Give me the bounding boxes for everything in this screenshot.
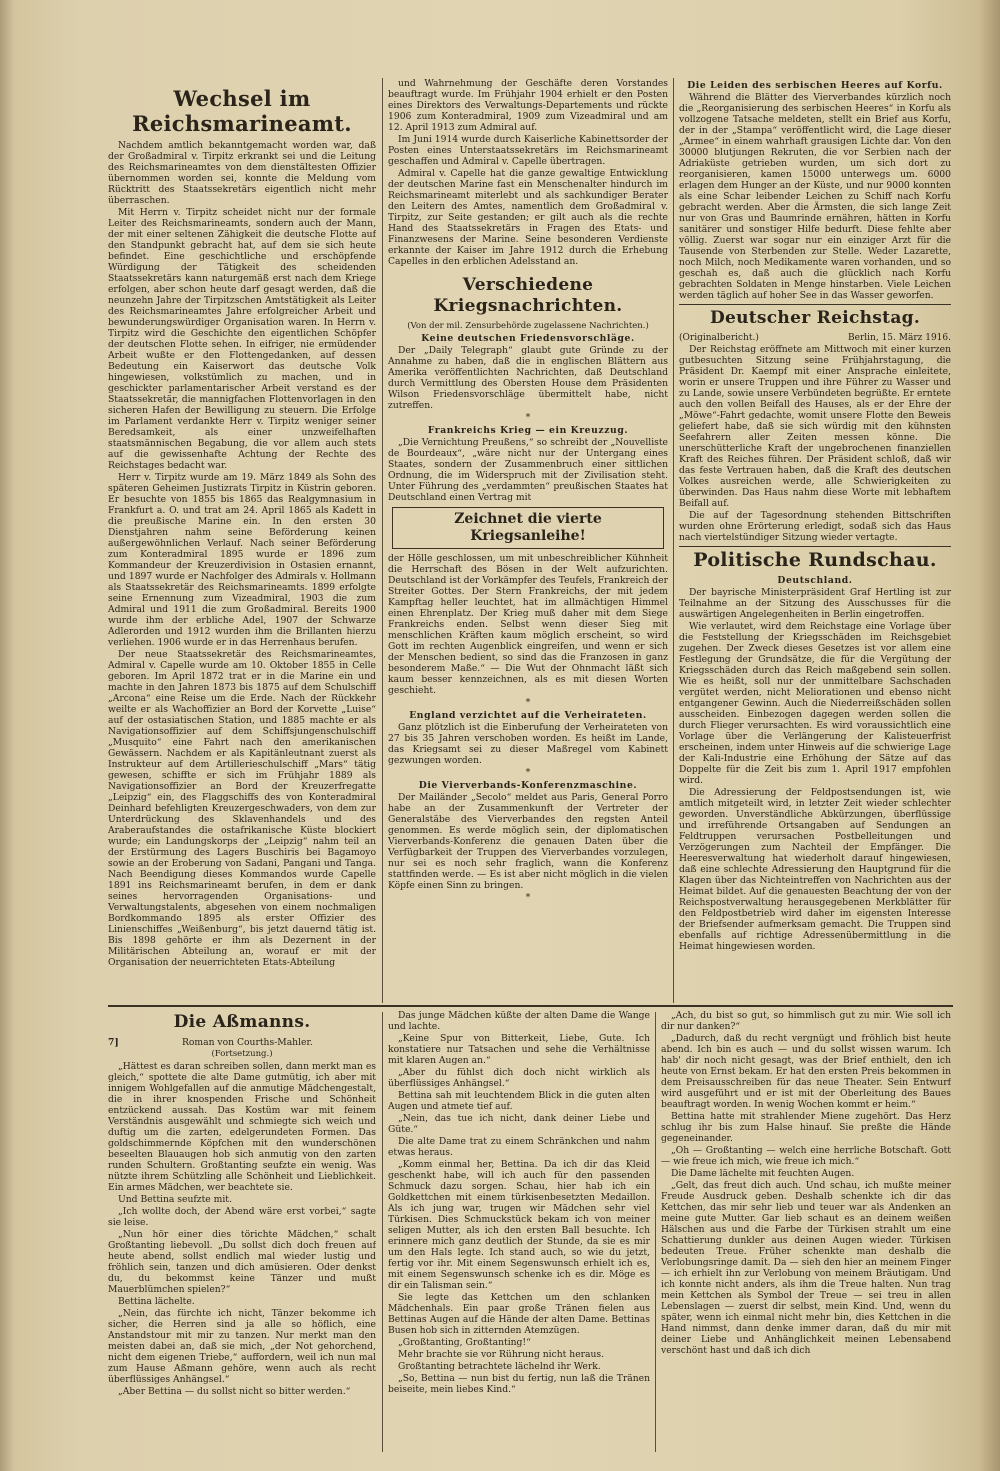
column-three [679,78,951,1002]
section-title: Die Leiden des serbischen Heeres auf Korfu. [687,80,943,91]
paragraph: Die Dame lächelte mit feuchten Augen. [671,1168,855,1179]
paragraph: Sie legte das Kettchen um den schlanken Mädchenhals. Ein paar große Tränen fielen aus Bettinas Augen auf die Hände der alten Dame. Bettinas Busen hob sich in zitternden Atemzügen. [388,1292,650,1336]
paragraph: Die alte Dame trat zu einem Schränkchen und nahm etwas heraus. [388,1136,650,1158]
star-divider: * [525,698,531,708]
paragraph: Wie verlautet, wird dem Reichstage eine Vorlage über die Feststellung der Kriegsschäden im Reichsgebiet zugehen. Der Zweck dieses Gesetzes ist vor allem eine Festlegung der Grundsätze, die für die Vergütung der Kriegsschäden durch das Reich maßgebend sein sollen. Wie es heißt, soll nur der unmittelbare Sachschaden vergütet werden, nicht Meliorationen und ebenso nicht entgangener Gewinn. Auch die Niederreißschäden sollen ausscheiden. Einbezogen dagegen werden sollen die durch Flieger verursachten. Es wird voraussichtlich eine Vorlage über die Verlängerung der Kalisteuerfrist erscheinen, indem unter Hinweis auf die schwierige Lage der Kali-Industrie eine Erhöhung der Sätze auf das Doppelte für die Zeit bis zum 1. April 1917 empfohlen wird. [679,621,951,786]
paragraph: Nachdem amtlich bekanntgemacht worden war, daß der Großadmiral v. Tirpitz erkrankt sei und die Leitung des Reichsmarineamtes von dem dienstältesten Offizier übernommen worden sei, konnte die Meldung vom Rücktritt des Staatssekretärs eigentlich nicht mehr überraschen. [108,140,376,206]
paragraph: „So, Bettina — nun bist du fertig, nun laß die Tränen beiseite, mein liebes Kind.“ [388,1373,650,1395]
article-reichsmarineamt [108,84,376,1002]
serial-column-2 [388,1010,650,1455]
paragraph: „Nein, das fürchte ich nicht, Tänzer bekomme ich sicher, die Herren sind ja alle so höflich, eine Anstandstour mit mir zu tanzen. Nur merkt man den meisten dabei an, daß sie mich, „der Not gehorchend, nicht dem eigenen Triebe,“ auffordern, weil ich nun mal zum Hause Aßmann gehöre, wenn auch als recht überflüssiges Anhängsel.“ [108,1308,376,1385]
paragraph: Die Adressierung der Feldpostsendungen ist, wie amtlich mitgeteilt wird, in letzter Zeit wieder schlechter geworden. Unverständliche Abkürzungen, überflüssige und irreführende Ortsangaben auf Sendungen an Feldtruppen verursachen Postbelleitungen und Verzögerungen zum Nachteil der Empfänger. Die Heeresverwaltung hat wiederholt darauf hingewiesen, daß eine schlechte Adressierung den Hauptgrund für die Klagen über das Nichteintreffen von Nachrichten aus der Heimat bildet. Auf die genauesten Beachtung der von der Reichspostverwaltung herausgegebenen Merkblätter für den Feldpostbetrieb wird daher im eigensten Interesse der Briefsender aufmerksam gemacht. Die Truppen sind ebenfalls auf richtige Adressenübermittlung in die Heimat hingewiesen worden. [679,787,951,952]
war-loan-banner: Zeichnet die vierte Kriegsanleihe! [392,507,664,549]
censor-note: (Von der mil. Zensurbehörde zugelassene Nachrichten.) [407,321,649,331]
serial-column-3 [661,1010,951,1455]
page-left-edge [0,0,14,1471]
paragraph: „Dadurch, daß du recht vergnügt und fröhlich bist heute abend. Ich bin es auch — und du sollst wissen warum. Ich hab' dir noch nicht gesagt, was der Brief enthielt, den ich heute von Ernst bekam. Er hat den ersten Preis bekommen in dem Preisausschreiben für das neue Theater. Sein Entwurf wird ausgeführt und er ist mit der Oberleitung des Baues beauftragt worden. In wenig Wochen kommt er heim.“ [661,1033,951,1110]
paragraph: Ganz plötzlich ist die Einberufung der Verheirateten von 27 bis 35 Jahren verschoben worden. Es heißt im Lande, das Kriegsamt sei zu dieser Maßregel vom Kabinett gezwungen worden. [388,722,668,766]
paragraph: „Komm einmal her, Bettina. Da ich dir das Kleid geschenkt habe, will ich auch für den passenden Schmuck dazu sorgen. Schau, hier hab ich ein Goldkettchen mit einem türkisenbesetzten Medaillon. Als ich jung war, trugen wir Mädchen sehr viel Türkisen. Dies Schmuckstück bekam ich von meiner seligen Mutter, als ich den ersten Ball besuchte. Ich erinnere mich ganz deutlich der Stunde, da sie es mir um den Hals legte. Ich stand auch, so wie du jetzt, fertig vor ihr. Mit einem Segenswunsch erhielt ich es, mit einem Segenswunsch schenke ich es dir. Möge es dir ein Talisman sein.“ [388,1159,650,1291]
column-two [388,78,668,1002]
serial-column-rule-2 [655,1012,656,1452]
column-rule-2 [673,78,674,1003]
paragraph: Großtanting betrachtete lächelnd ihr Werk. [398,1361,601,1372]
serial-byline-row [108,1037,376,1048]
paragraph: „Ach, du bist so gut, so himmlisch gut zu mir. Wie soll ich dir nur danken?“ [661,1010,951,1032]
star-divider: * [525,893,531,903]
column-rule-1 [382,78,383,1003]
paragraph: Herr v. Tirpitz wurde am 19. März 1849 als Sohn des späteren Geheimen Justizrats Tirpitz in Küstrin geboren. Er besuchte von 1855 bis 1865 das Realgymnasium in Frankfurt a. O. und trat am 24. April 1865 als Kadett in die preußische Marine ein. In den ersten 30 Dienstjahren nahm seine Beförderung keinen außergewöhnlichen Verlauf. Nach seiner Beförderung zum Konteradmiral 1895 wurde er 1896 zum Kommandeur der Kreuzerdivision in Ostasien ernannt, und 1897 wurde er Nachfolger des Admirals v. Hollmann als Staatssekretär des Reichsmarineamts. 1899 erfolgte seine Ernennung zum Vizeadmiral, 1903 die zum Admiral und 1911 die zum Großadmiral. Bereits 1900 wurde ihm der erbliche Adel, 1907 der Schwarze Adlerorden und 1912 wurden ihm die Brillanten hierzu verliehen. 1906 wurde er in das Herrenhaus berufen. [108,472,376,648]
headline-politische-rundschau: Politische Rundschau. [693,549,937,571]
paragraph: „Nein, das tue ich nicht, dank deiner Liebe und Güte.“ [388,1113,650,1135]
paragraph: „Aber Bettina — du sollst nicht so bitter werden.“ [118,1386,351,1397]
serial-column-rule-1 [382,1012,383,1452]
serial-column-1 [108,1010,376,1455]
reichstag-dateline-row [679,333,951,344]
paragraph: Im Juni 1914 wurde durch Kaiserliche Kabinettsorder der Posten eines Unterstaatssekretärs im Reichsmarineamt geschaffen und Admiral v. Capelle übertragen. [388,134,668,167]
paragraph: „Ich wollte doch, der Abend wäre erst vorbei,“ sagte sie leise. [108,1206,376,1228]
serial-separator-rule [108,1005,953,1007]
paragraph: „Hättest es daran schreiben sollen, dann merkt man es gleich,“ spottete die alte Dame gutmütig, ich aber mit innigem Wohlgefallen auf die anmutige Mädchengestalt, die in ihrer knospenden Frische und Schönheit entzückend aussah. Das Kostüm war mit feinem Verständnis ausgewählt und schmiegte sich weich und duftig um die zarten, edelgerundeten Formen. Das goldschimmernde Köpfchen mit den wunderschönen beseelten Blauaugen hob sich anmutig von den zarten runden Schultern. Großtanting seufzte ein wenig. Was nützte ihrem Schützling alle Schönheit und Lieblichkeit. Ein armes Mädchen, wer beachtete sie. [108,1061,376,1193]
section-title: Die Vierverbands-Konferenzmaschine. [418,780,638,791]
dateline: Berlin, 15. März 1916. [848,333,951,343]
paragraph: Und Bettina seufzte mit. [118,1194,232,1205]
paragraph: Der „Daily Telegraph“ glaubt gute Gründe zu der Annahme zu haben, daß die in englischen Blättern aus Amerika veröffentlichten Nachrichten, daß Deutschland durch Vermittlung des Obersten House dem Präsidenten Wilson Friedensvorschläge übermittelt habe, nicht zutreffen. [388,345,668,411]
country-subhead: Deutschland. [777,575,853,586]
paragraph: Bettina lächelte. [118,1296,195,1307]
serial-title: Die Aßmanns. [173,1012,311,1032]
headline-reichstag: Deutscher Reichstag. [709,308,921,328]
paragraph: „Nun hör einer dies törichte Mädchen,“ schalt Großtanting liebevoll. „Du sollst dich doch freuen auf heute abend, sollst endlich mal wieder lustig und fröhlich sein, tanzen und dich amüsieren. Oder denkst du, du bekommst keine Tänzer und mußt Mauerblümchen spielen?“ [108,1229,376,1295]
paragraph: Admiral v. Capelle hat die ganze gewaltige Entwicklung der deutschen Marine fast ein Menschenalter hindurch im Reichsmarineamt miterlebt und als sachkundiger Berater den Leitern des Amtes, namentlich dem Großadmiral v. Tirpitz, zur Seite gestanden; er gilt auch als die rechte Hand des Staatssekretärs in Fragen des Etats- und Finanzwesens der Marine. Seine besonderen Verdienste erkannte der Kaiser im Jahre 1912 durch die Erhebung Capelles in den erblichen Adelsstand an. [388,168,668,267]
paragraph: „Gelt, das freut dich auch. Und schau, ich mußte meiner Freude Ausdruck geben. Deshalb schenkte ich dir das Kettchen, das mir sehr lieb und teuer war als Andenken an meine gute Mutter. Gar lieb schaut es an deinem weißen Hälschen aus und die Farbe der Türkisen strahlt um eine Schattierung dunkler aus deinen Augen wieder. Türkisen bedeuten Treue. Früher schenkte man deshalb die Verlobungsringe damit. Da — sieh den hier an meinem Finger — ich erhielt ihn zur Verlobung von meinem Bräutigam. Und ich konnte nicht anders, als ihm die Treue halten. Nun trag mein Kettchen als Symbol der Treue — sei treu in allen Lebenslagen — zuerst dir selbst, mein Kind. Und, wenn du später, wenn ich einmal nicht mehr bin, dies Kettchen in die Hand nimmst, dann denke immer daran, daß du mir mit deiner Liebe und Anhänglichkeit meinen Lebensabend verschönt hast und daß ich dich [661,1180,951,1356]
page-right-shadow [978,0,1000,1471]
star-divider: * [525,413,531,423]
paragraph: „Großtanting, Großtanting!“ [398,1337,531,1348]
paragraph: „Aber du fühlst dich doch nicht wirklich als überflüssiges Anhängsel.“ [388,1067,650,1089]
section-title: England verzichtet auf die Verheirateten. [409,710,647,721]
paragraph: Der bayrische Ministerpräsident Graf Hertling ist zur Teilnahme an der Sitzung des Ausschusses für die auswärtigen Angelegenheiten in Berlin eingetroffen. [679,587,951,620]
paragraph: Bettina sah mit leuchtendem Blick in die guten alten Augen und atmete tief auf. [388,1090,650,1112]
star-divider: * [525,768,531,778]
section-title: Keine deutschen Friedensvorschläge. [421,333,635,344]
paragraph: „Oh — Großtanting — welch eine herrliche Botschaft. Gott — wie freue ich mich, wie freue ich mich.“ [661,1145,951,1167]
paragraph: Mit Herrn v. Tirpitz scheidet nicht nur der formale Leiter des Reichsmarineamts, sondern auch der Mann, der mit einer seltenen Zähigkeit die deutsche Flotte auf den Standpunkt gebracht hat, auf dem sie sich heute befindet. Eine geschichtliche und erschöpfende Würdigung der Tätigkeit des scheidenden Staatssekretärs kann naturgemäß erst nach dem Kriege erfolgen, aber schon heute darf gesagt werden, daß die neunzehn Jahre der Tirpitzschen Amtstätigkeit als Leiter des Reichsmarineamtes Jahre erfolgreicher Arbeit und bewunderungswürdiger Organisation waren. In Herrn v. Tirpitz wird die Geschichte den eigentlichen Schöpfer der deutschen Flotte sehen. In eifriger, nie ermüdender Arbeit wußte er den Flottengedanken, auf dessen Bedeutung ein Kaiserwort das deutsche Volk hingewiesen, volkstümlich zu machen, und in geschickter parlamentarischer Arbeit verstand es der Staatssekretär, die mannigfachen Flottenvorlagen in den sicheren Hafen der Bewilligung zu steuern. Die Erfolge im Parlament verdankte Herr v. Tirpitz weniger seiner Beredsamkeit, als einer unzweifelhaften staatsmännischen Begabung, die vor allem auch stets auf die gewissenhafte Achtung der Rechte des Reichstages bedacht war. [108,207,376,471]
serial-continuation: (Fortsetzung.) [211,1049,273,1059]
headline-kriegsnachrichten: Verschiedene Kriegsnachrichten. [433,275,623,316]
paragraph: Der Mailänder „Secolo“ meldet aus Paris, General Porro habe an der Zusammenkunft der Vertreter der Generalstäbe des Vierverbandes den regsten Anteil genommen. Es werde möglich sein, der diplomatischen Vierverbands-Konferenz die genauen Daten über die Verfügbarkeit der Truppen des Vierverbandes vorzulegen, nur sei es noch sehr fraglich, wann die Konferenz stattfinden werde. — Es ist aber nicht möglich in die vielen Köpfe einen Sinn zu bringen. [388,792,668,891]
paragraph: Der neue Staatssekretär des Reichsmarineamtes, Admiral v. Capelle wurde am 10. Oktober 1855 in Celle geboren. Im April 1872 trat er in die Marine ein und machte in den Jahren 1873 bis 1875 auf dem Schulschiff „Arcona“ eine Reise um die Erde. Nach der Rückkehr weilte er als Wachoffizier an Bord der Korvette „Luise“ auf der ostasiatischen Station, und 1885 machte er als Navigationsoffizier auf dem Schiffsjungenschulschiff „Musquito“ eine Fahrt nach den amerikanischen Gewässern. Nachdem er als Kapitänleutnant zuerst als Instrukteur auf dem Artillerieschulschiff „Mars“ tätig gewesen, schiffte er sich im Frühjahr 1889 als Navigationsoffizier an Bord der Kreuzerfregatte „Leipzig“ ein, des Flaggschiffs des von Konteradmiral Deinhard befehligten Kreuzergeschwaders, von dem zur Unterdrückung des Sklavenhandels und des Araberaufstandes die ostafrikanische Küste blockiert wurde; ein Landungskorps der „Leipzig“ nahm teil an der Erstürmung des Lagers Buschiris bei Bagamoyo sowie an der Eroberung von Sadani, Pangani und Tanga. Nach Beendigung dieses Kommandos wurde Capelle 1891 ins Reichsmarineamt berufen, in dem er dank seines hervorragenden Organisations- und Verwaltungstalents, abgesehen von einem nochmaligen Bordkommando 1895 als erster Offizier des Linienschiffes „Weißenburg“, bis jetzt dauernd tätig ist. Bis 1898 gehörte er ihm als Dezernent in der Militärischen Abteilung an, worauf er mit der Organisation der neuerrichteten Etats-Abteilung [108,649,376,968]
paragraph: „Die Vernichtung Preußens,“ so schreibt der „Nouvelliste de Bourdeaux“, „wäre nicht nur der Untergang eines Staates, sondern der Zusammenbruch einer sittlichen Ordnung, die im Widerspruch mit der Zivilisation steht. Unter Führung des „verdammten“ preußischen Staates hat Deutschland einen Vertrag mit [388,437,668,503]
paragraph: der Hölle geschlossen, um mit unbeschreiblicher Kühnheit die Herrschaft des Bösen in der Welt aufzurichten. Deutschland ist der Vorkämpfer des Teufels, Frankreich der Streiter Gottes. Der Stern Frankreichs, der mit jedem Kampftag heller leuchtet, hat im allmächtigen Himmel einen Ehrenplatz. Der Krieg muß daher mit dem Siege Frankreichs enden. Selbst wenn dieser Sieg mit menschlichen Kräften kaum möglich erscheint, so wird Gott im rechten Augenblick eingreifen, und wenn er sich der Menschen bedient, so sind das die Franzosen in ganz besonderem Maße.“ — Die Wut der Ohnmacht läßt sich kaum besser kennzeichnen, als es mit diesen Worten geschieht. [388,553,668,696]
paragraph: Bettina hatte mit strahlender Miene zugehört. Das Herz schlug ihr bis zum Halse hinauf. Sie preßte die Hände gegeneinander. [661,1111,951,1144]
paragraph: Während die Blätter des Vierverbandes kürzlich noch die „Reorganisierung des serbischen Heeres“ in Korfu als vollzogene Tatsache meldeten, stellt ein Brief aus Korfu, der in der „Stampa“ veröffentlicht wird, die Lage dieser „Armee“ in einem wahrhaft grausigen Lichte dar. Von den 30000 blutjungen Rekruten, die vor Serbien nach der Adriaküste getrieben wurden, um sich dort zu reorganisieren, kamen 15000 unterwegs um. 6000 erlagen dem Hunger an der Küste, und nur 9000 konnten als eine Schar leibender Leichen zu Schiff nach Korfu gebracht werden. Aber die Ärmsten, die sich lange Zeit nur von Gras und Baumrinde ernähren, hätten in Korfu sanitärer und sonstiger Hilfe bedurft. Diese fehlte aber völlig. Zuerst war sogar nur ein einziger Arzt für die Tausende von Sterbenden zur Stelle. Weder Lazarette, noch Milch, noch Medikamente waren vorhanden, und so geschah es, daß auch die glücklich nach Korfu gebrachten Soldaten in Menge hinstarben. Viele Leichen werden täglich auf hoher See in das Wasser geworfen. [679,92,951,301]
serial-number: 7] [108,1037,119,1048]
paragraph: Das junge Mädchen küßte der alten Dame die Wange und lachte. [388,1010,650,1032]
original-report-note: (Originalbericht.) [679,333,759,343]
serial-byline: Roman von Courths-Mahler. [181,1037,313,1048]
paragraph: „Keine Spur von Bitterkeit, Liebe, Gute. Ich konstatiere nur Tatsachen und sehe die Verhältnisse mit klaren Augen an.“ [388,1033,650,1066]
paragraph: Die auf der Tagesordnung stehenden Bittschriften wurden ohne Erörterung erledigt, sodaß sich das Haus nach viertelstündiger Sitzung wieder vertagte. [679,510,951,543]
divider [679,546,951,547]
paragraph: Mehr brachte sie vor Rührung nicht heraus. [398,1349,605,1360]
paragraph: und Wahrnehmung der Geschäfte deren Vorstandes beauftragt wurde. Im Frühjahr 1904 erhielt er den Posten eines Direktors des Verwaltungs-Departements und rückte 1906 zum Konteradmiral, 1909 zum Vizeadmiral und am 12. April 1913 zum Admiral auf. [388,78,668,133]
divider [679,304,951,305]
paragraph: Der Reichstag eröffnete am Mittwoch mit einer kurzen gutbesuchten Sitzung seine Frühjahrstagung, die Präsident Dr. Kaempf mit einer Ansprache einleitete, worin er unsere Truppen und ihre Führer zu Wasser und zu Lande, sowie unsere Verbündeten begrüßte. Er erntete auch den vollen Beifall des Hauses, als er der Ehre der „Möwe“-Fahrt gedachte, womit unsere Flotte den Beweis geliefert habe, daß sie sich würdig mit den kühnsten Seefahrern aller Zeiten messen könne. Die unerschütterliche Kraft der ungebrochenen finanziellen Kraft des Reiches führen. Der Präsident schloß, daß wir das feste Vertrauen haben, daß die Kraft des deutschen Volkes ausreichen werde, alle Schwierigkeiten zu überwinden. Das Haus nahm diese Worte mit lebhaftem Beifall auf. [679,344,951,509]
headline-reichsmarineamt: Wechsel im Reichsmarineamt. [132,86,352,136]
section-title: Frankreichs Krieg — ein Kreuzzug. [427,425,629,436]
